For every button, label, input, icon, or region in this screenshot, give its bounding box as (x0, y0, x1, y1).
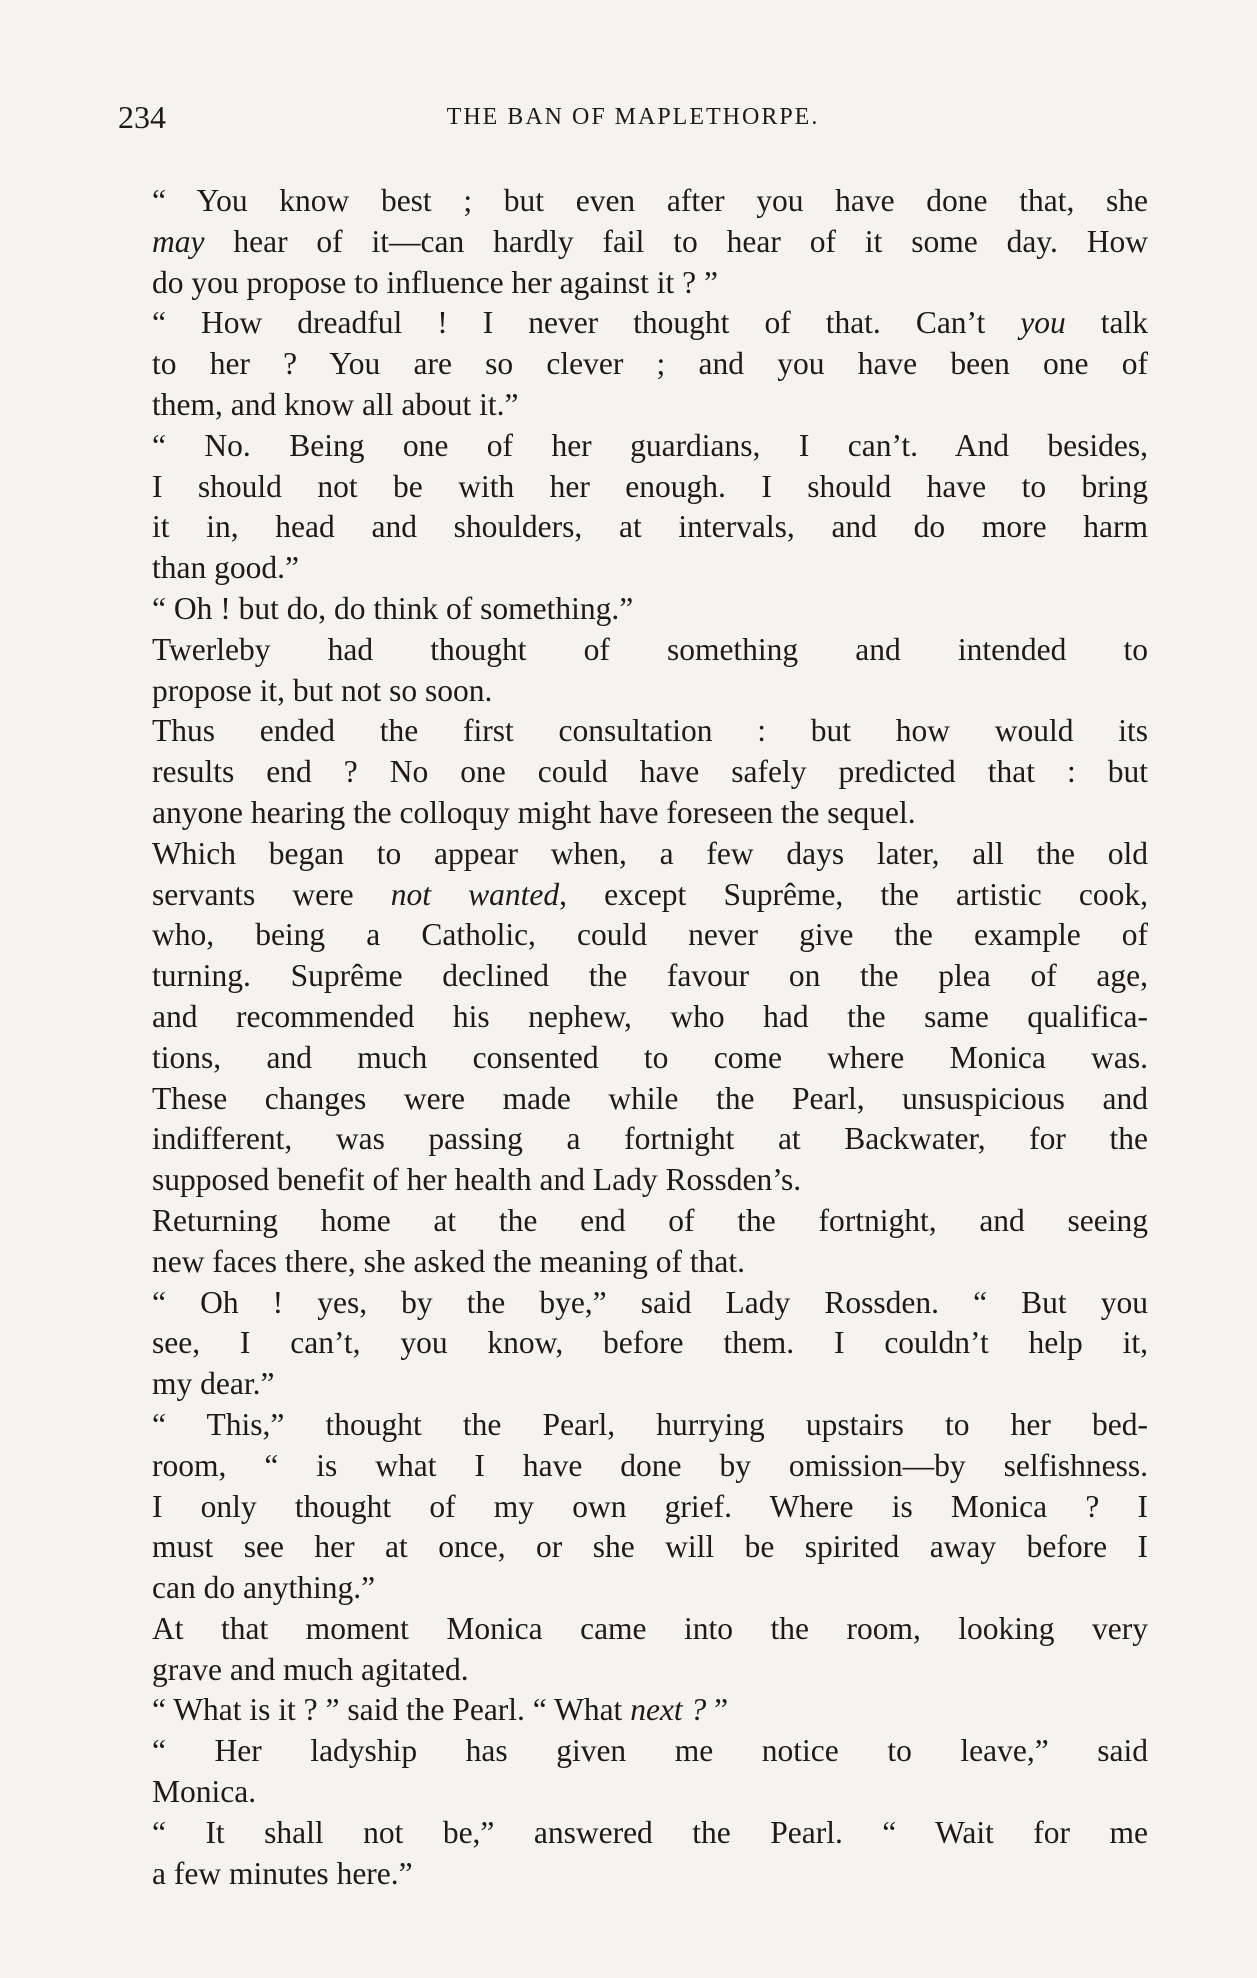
text-line: room, “ is what I have done by omission—by selfishness. (152, 1447, 1148, 1483)
text-line: indifferent, was passing a fortnight at Backwater, for the (152, 1121, 1148, 1157)
paragraph (118, 1405, 1148, 1609)
text-line: servants were not wanted, except Suprême, the artistic cook, (152, 876, 1149, 912)
text-line: At that moment Monica came into the room, looking very (152, 1610, 1148, 1646)
text-line: my dear.” (152, 1366, 275, 1402)
book-page (118, 95, 1148, 1894)
text-line: see, I can’t, you know, before them. I couldn’t help it, (152, 1325, 1148, 1361)
italic-word: next ? (630, 1692, 707, 1728)
text-line: to her ? You are so clever ; and you have been one of (152, 346, 1148, 382)
paragraph (118, 1201, 1148, 1283)
text-line: I only thought of my own grief. Where is Monica ? I (152, 1488, 1148, 1524)
body-text (118, 181, 1148, 1894)
text-line: supposed benefit of her health and Lady Rossden’s. (152, 1162, 802, 1198)
text-line: “ It shall not be,” answered the Pearl. “ Wait for me (152, 1814, 1148, 1850)
text-line: “ Oh ! yes, by the bye,” said Lady Rossden. “ But you (152, 1284, 1148, 1320)
paragraph (118, 181, 1148, 303)
paragraph (118, 426, 1148, 589)
text-line: “ What is it ? ” said the Pearl. “ What next ? ” (152, 1692, 729, 1728)
text-line: grave and much agitated. (152, 1651, 469, 1687)
text-line: can do anything.” (152, 1570, 376, 1606)
paragraph (118, 589, 1148, 630)
paragraph (118, 630, 1148, 712)
text-line: Monica. (152, 1774, 257, 1810)
italic-phrase: not wanted (390, 876, 560, 912)
text-line: Which began to appear when, a few days later, all the old (152, 835, 1148, 871)
paragraph (118, 1283, 1148, 1405)
paragraph (118, 303, 1148, 425)
text-line: results end ? No one could have safely predicted that : but (152, 754, 1148, 790)
paragraph (118, 711, 1148, 833)
text-line: These changes were made while the Pearl, unsuspicious and (152, 1080, 1148, 1116)
text-line: new faces there, she asked the meaning of that. (152, 1243, 746, 1279)
paragraph (118, 1731, 1148, 1813)
text-line: anyone hearing the colloquy might have foreseen the sequel. (152, 794, 916, 830)
text-line: Returning home at the end of the fortnight, and seeing (152, 1202, 1148, 1238)
paragraph (118, 1690, 1148, 1731)
text-line: who, being a Catholic, could never give the example of (152, 917, 1148, 953)
text-line: than good.” (152, 550, 299, 586)
text-line: “ Her ladyship has given me notice to leave,” said (152, 1733, 1148, 1769)
text-line: Twerleby had thought of something and intended to (152, 631, 1148, 667)
running-title: THE BAN OF MAPLETHORPE. (446, 104, 820, 130)
page-number: 234 (118, 99, 166, 135)
paragraph (118, 1609, 1148, 1691)
page-header (118, 95, 1148, 139)
italic-word: you (1020, 305, 1066, 341)
text-line: a few minutes here.” (152, 1855, 413, 1891)
text-line: them, and know all about it.” (152, 386, 519, 422)
text-line: turning. Suprême declined the favour on the plea of age, (152, 958, 1148, 994)
text-line: propose it, but not so soon. (152, 672, 493, 708)
text-line: do you propose to influence her against it ? ” (152, 264, 718, 300)
paragraph (118, 1813, 1148, 1895)
text-line: must see her at once, or she will be spirited away before I (152, 1529, 1148, 1565)
text-line: “ How dreadful ! I never thought of that. Can’t you talk (152, 305, 1148, 341)
text-line: may hear of it—can hardly fail to hear of it some day. How (152, 223, 1148, 259)
text-line: “ You know best ; but even after you have done that, she (152, 183, 1148, 218)
text-line: Thus ended the first consultation : but how would its (152, 713, 1148, 749)
text-line: “ This,” thought the Pearl, hurrying upstairs to her bed- (152, 1406, 1148, 1442)
text-line: and recommended his nephew, who had the same qualifica- (152, 998, 1148, 1034)
text-line: I should not be with her enough. I should have to bring (152, 468, 1148, 504)
text-line: tions, and much consented to come where Monica was. (152, 1039, 1148, 1075)
text-line: “ No. Being one of her guardians, I can’t. And besides, (152, 427, 1148, 463)
text-line: “ Oh ! but do, do think of something.” (152, 590, 634, 626)
text-line: it in, head and shoulders, at intervals, and do more harm (152, 509, 1148, 545)
paragraph (118, 834, 1148, 1201)
italic-word: may (152, 223, 205, 259)
